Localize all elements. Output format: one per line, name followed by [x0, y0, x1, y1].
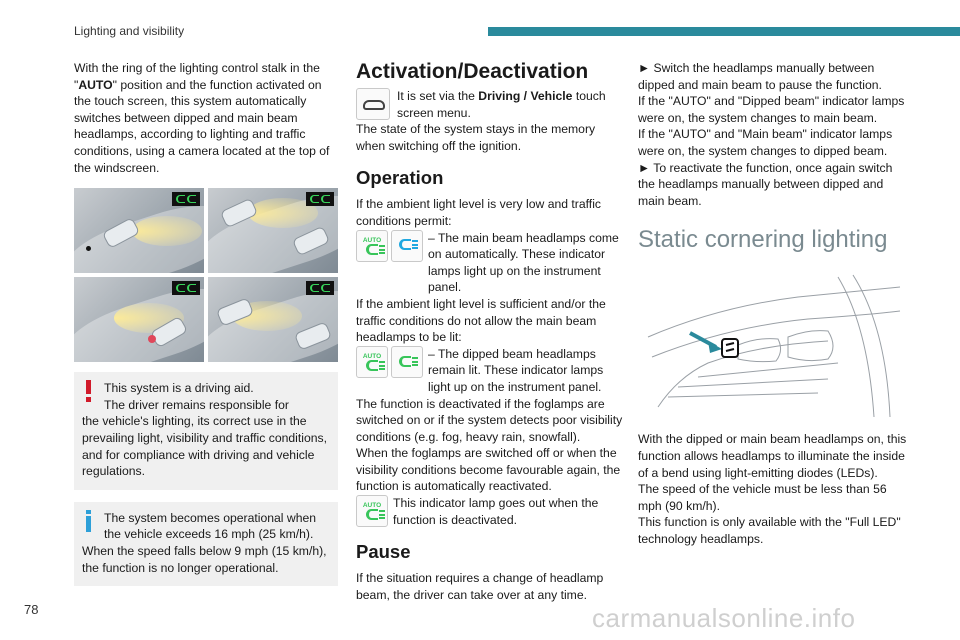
car-settings-icon — [356, 88, 390, 120]
column-middle — [356, 60, 624, 603]
main-beam-icon — [391, 230, 423, 262]
heading-activation: Activation/Deactivation — [356, 60, 589, 83]
warning-notice: This system is a driving aid. The driver remains responsible for the vehicle's lighting, its correct use in the prevailing light, visibility and traffic conditions, and for compliance with driving and vehicle regulations. — [74, 372, 338, 490]
header-accent-bar — [488, 27, 960, 36]
operation-intro: If the ambient light level is very low and traffic conditions permit: — [356, 197, 601, 228]
intro-paragraph: With the ring of the lighting control stalk in the "AUTO" position and the function activated on the touch screen, this system automatically switches between dipped and main beam headlamps, according to lighting and traffic conditions, using a camera located at the top of the windscreen. — [74, 61, 330, 175]
operation-deactivated: The function is deactivated if the foglamps are switched on or if the system detects poor visibility conditions (e.g. fog, heavy rain, snowfall). — [356, 396, 623, 444]
dipped-beam-row: AUTO – The dipped beam headlamps remain lit. These indicator lamps light up on the instrument panel. — [356, 346, 624, 396]
page-number: 78 — [24, 602, 39, 617]
operation-reactivated: When the foglamps are switched off or when the visibility conditions become favourable again, the function is automatically reactivated. — [356, 446, 621, 494]
indicator-lamps-icon — [172, 281, 200, 295]
info-notice: The system becomes operational when the vehicle exceeds 16 mph (25 km/h). When the speed falls below 9 mph (15 km/h), the function is no longer operational. — [74, 502, 338, 586]
static-fullled: This function is only available with the "Full LED" technology headlamps. — [638, 515, 901, 546]
dipped-beam-icon — [391, 346, 423, 378]
indicator-lamps-icon — [306, 192, 334, 206]
static-text: With the dipped or main beam headlamps on, this function allows headlamps to illuminate the inside of a bend using light-emitting diodes (LEDs). — [638, 432, 907, 480]
indicator-lamps-icon — [172, 192, 200, 206]
headlamp-scenario-photos — [74, 188, 338, 362]
column-right — [638, 60, 908, 548]
warning-exclamation-icon — [86, 380, 92, 402]
auto-main-beam-icon: AUTO — [356, 230, 388, 262]
reactivate-instruction: ► To reactivate the function, once again switch the headlamps manually between dipped and main beam. — [638, 160, 893, 208]
scenario-photo — [74, 277, 204, 362]
scenario-photo — [208, 277, 338, 362]
heading-pause: Pause — [356, 541, 411, 563]
auto-dipped-beam-icon: AUTO — [356, 346, 388, 378]
indicator-lamps-icon — [306, 281, 334, 295]
if-auto-dipped: If the "AUTO" and "Dipped beam" indicator lamps were on, the system changes to main beam. — [638, 94, 905, 125]
lamp-out-row: AUTO This indicator lamp goes out when the function is deactivated. — [356, 495, 624, 528]
headlamp-illustration — [638, 267, 908, 427]
heading-operation: Operation — [356, 167, 444, 189]
heading-static-cornering: Static cornering lighting — [638, 226, 888, 254]
header-section-title: Lighting and visibility — [74, 24, 185, 38]
column-left — [74, 60, 338, 586]
info-icon — [86, 510, 92, 532]
activation-row: It is set via the Driving / Vehicle touch screen menu. — [356, 88, 624, 121]
main-beam-row: AUTO – The main beam headlamps come on automatically. These indicator lamps light up on the instrument panel. — [356, 230, 624, 296]
if-auto-main: If the "AUTO" and "Main beam" indicator lamps were on, the system changes to dipped beam. — [638, 127, 893, 158]
switch-manual: ► Switch the headlamps manually between dipped and main beam to pause the function. — [638, 61, 882, 92]
activation-memory: The state of the system stays in the memory when switching off the ignition. — [356, 122, 596, 153]
watermark: carmanualsonline.info — [592, 603, 856, 633]
scenario-photo — [208, 188, 338, 273]
auto-lamp-icon: AUTO — [356, 495, 388, 527]
operation-sufficient: If the ambient light level is sufficient and/or the traffic conditions do not allow the main beam headlamps to be lit: — [356, 296, 606, 345]
pause-text: If the situation requires a change of headlamp beam, the driver can take over at any time. — [356, 571, 604, 602]
static-speed: The speed of the vehicle must be less than 56 mph (90 km/h). — [638, 482, 887, 513]
scenario-photo — [74, 188, 204, 273]
